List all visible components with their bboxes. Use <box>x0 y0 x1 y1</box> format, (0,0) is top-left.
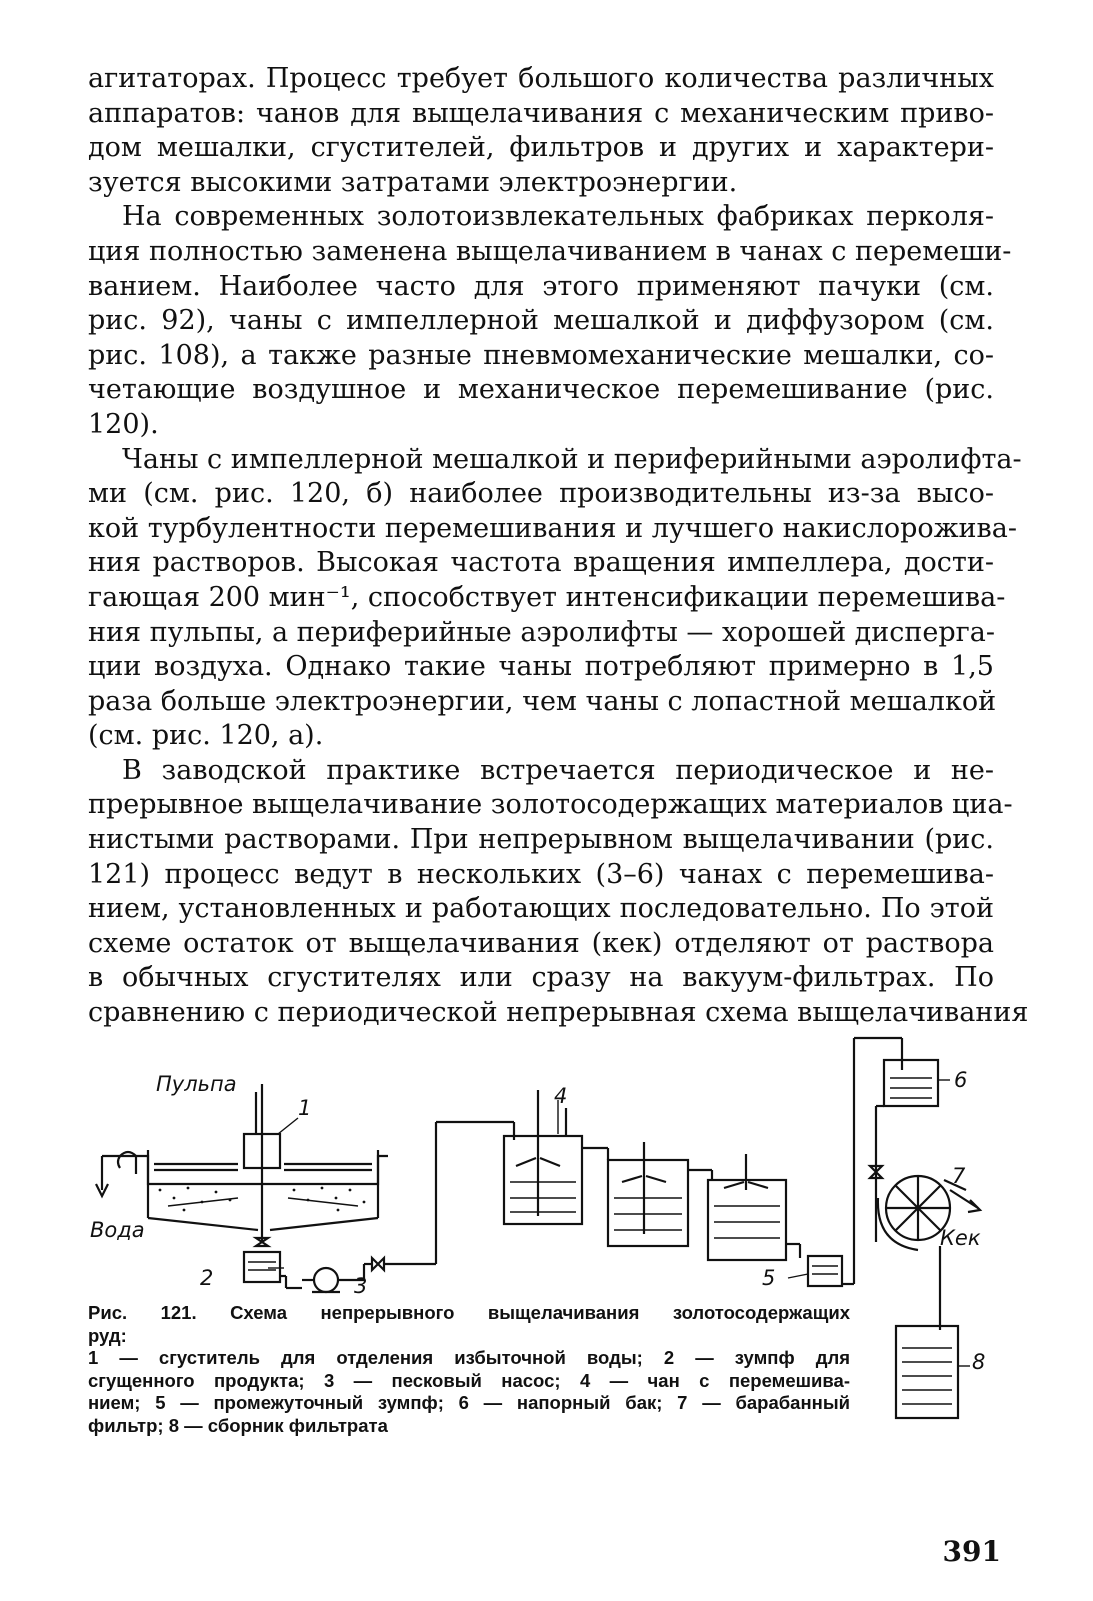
caption-line: нием; 5 — промежуточный зумпф; 6 — напорный бак; 7 — барабанный <box>88 1392 850 1413</box>
text-line: Чаны с импеллерной мешалкой и периферийными аэролифта- <box>122 443 1022 475</box>
text-line: в обычных сгустителях или сразу на вакуум-фильтрах. По <box>88 962 994 994</box>
callout-8: 8 <box>972 1350 986 1374</box>
leader-1 <box>278 1118 298 1134</box>
text-line: ми (см. рис. 120, б) наиболее производительны из-за высо- <box>88 478 994 510</box>
page-number: 391 <box>942 1535 1001 1568</box>
label-pulp: Пульпа <box>156 1072 237 1096</box>
drum-filter-7 <box>878 1176 980 1330</box>
text-line: (см. рис. 120, а). <box>88 720 324 752</box>
text-line: ванием. Наиболее часто для этого применяют пачуки (см. <box>88 270 994 302</box>
text-line: ции воздуха. Однако такие чаны потребляют примерно в 1,5 <box>88 651 994 683</box>
thickener-1 <box>96 1084 388 1230</box>
figure-caption <box>88 1302 850 1437</box>
caption-line: сгущенного продукта; 3 — песковый насос; 4 — чан с перемешива- <box>88 1369 850 1391</box>
tank-4a <box>504 1090 608 1224</box>
callout-5: 5 <box>762 1266 776 1290</box>
text-line: схеме остаток от выщелачивания (кек) отделяют от раствора <box>88 927 994 959</box>
text-line: гающая 200 мин⁻¹, способствует интенсификации перемешива- <box>88 581 1006 613</box>
filtrate-collector-8 <box>896 1326 958 1418</box>
text-line: нистыми растворами. При непрерывном выщелачивании (рис. <box>88 824 994 856</box>
text-line: рис. 108), а также разные пневмомеханические мешалки, со- <box>88 339 994 371</box>
text-line: рис. 92), чаны с импеллерной мешалкой и диффузором (см. <box>88 305 994 337</box>
caption-line: 1 — сгуститель для отделения избыточной воды; 2 — зумпф для <box>88 1347 850 1368</box>
text-line: На современных золотоизвлекательных фабриках перколя- <box>122 201 994 233</box>
text-line: В заводской практике встречается периодическое и не- <box>122 754 994 786</box>
text-line: четающие воздушное и механическое перемешивание (рис. <box>88 374 994 406</box>
text-line: аппаратов: чанов для выщелачивания с механическим приво- <box>88 97 994 129</box>
text-line: сравнению с периодической непрерывная схема выщелачивания <box>88 997 1029 1029</box>
text-line: зуется высокими затратами электроэнергии. <box>88 166 738 198</box>
body-text <box>88 62 1029 1031</box>
text-line: прерывное выщелачивание золотосодержащих материалов циа- <box>88 789 1013 821</box>
sump-5 <box>808 1038 902 1286</box>
callout-7: 7 <box>952 1164 966 1188</box>
caption-line: фильтр; 8 — сборник фильтрата <box>88 1414 388 1436</box>
caption-line: Рис. 121. Схема непрерывного выщелачивания золотосодержащих <box>88 1302 850 1323</box>
text-line: кой турбулентности перемешивания и лучшего накислорожива- <box>88 512 1017 544</box>
callout-1: 1 <box>298 1096 312 1120</box>
leader-5 <box>788 1274 808 1278</box>
callout-3: 3 <box>354 1274 368 1298</box>
text-line: раза больше электроэнергии, чем чаны с лопастной мешалкой <box>88 685 997 717</box>
label-water: Вода <box>90 1218 145 1242</box>
text-line: ния пульпы, а периферийные аэролифты — хорошей дисперга- <box>88 616 996 648</box>
head-tank-6 <box>870 1060 938 1242</box>
tank-4b <box>608 1142 712 1246</box>
text-line: 121) процесс ведут в нескольких (3–6) чанах с перемешива- <box>88 858 994 890</box>
text-line: ция полностью заменена выщелачиванием в чанах с перемеши- <box>88 235 1012 267</box>
label-cake: Кек <box>940 1226 981 1250</box>
callout-4: 4 <box>554 1084 568 1108</box>
text-line: агитаторах. Процесс требует большого количества различных <box>88 63 994 94</box>
text-line: нием, установленных и работающих последовательно. По этой <box>88 893 994 925</box>
sump-2 <box>244 1230 302 1288</box>
callout-6: 6 <box>954 1068 968 1092</box>
caption-line: руд: <box>88 1324 127 1346</box>
text-line: ния растворов. Высокая частота вращения импеллера, дости- <box>88 547 994 579</box>
text-line: дом мешалки, сгустителей, фильтров и других и характери- <box>88 132 994 164</box>
tank-4c <box>708 1154 800 1260</box>
sand-pump-3 <box>302 1122 514 1292</box>
text-line: 120). <box>88 408 159 440</box>
callout-2: 2 <box>200 1266 214 1290</box>
